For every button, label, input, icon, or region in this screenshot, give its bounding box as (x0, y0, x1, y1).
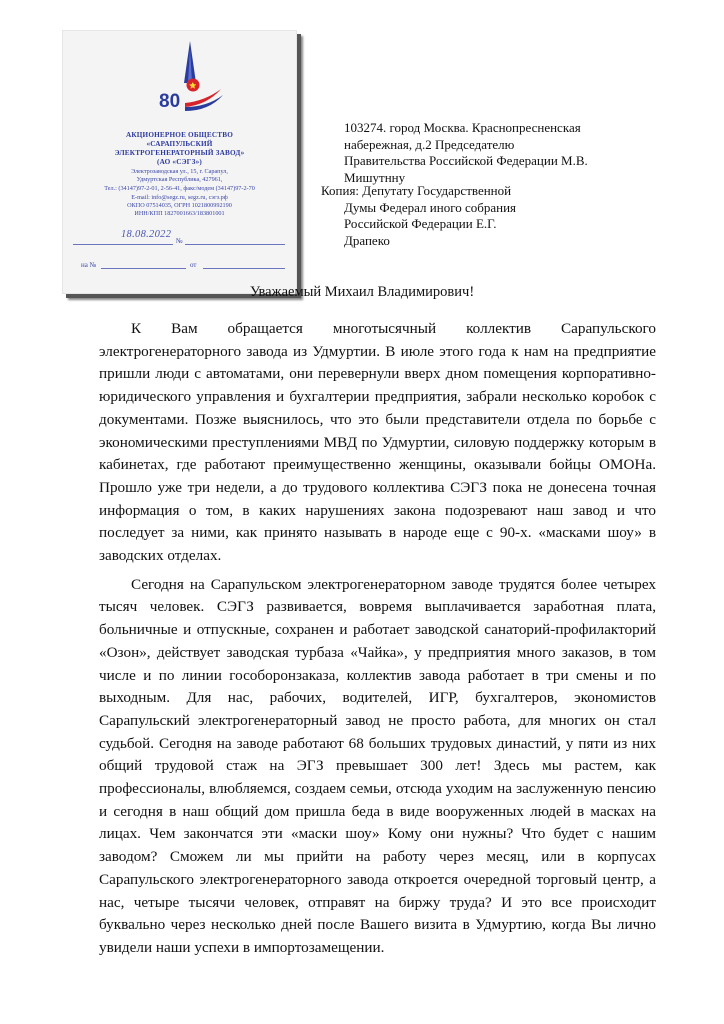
org-address-1: Электрозаводская ул., 15, г. Сарапул, (131, 168, 228, 175)
org-type: АКЦИОНЕРНОЕ ОБЩЕСТВО (125, 131, 234, 139)
copy-line-3: Российской Федерации Е.Г. (344, 216, 497, 231)
copy-line-1: Копия: Депутату Государственной (321, 183, 512, 198)
org-address-2: Удмуртская Республика, 427961, (136, 176, 223, 183)
org-codes-1: ОКПО 07514035, ОГРН 1021800992190 (127, 202, 232, 209)
number-line (185, 244, 285, 245)
org-phone: Тел.: (34147)97-2-01, 2-56-41, факс/модем (34147)97-2-70 (104, 185, 255, 192)
addressee-line-3: Правительства Российской Федерации М.В. (344, 153, 588, 168)
svg-text:⭐: ⭐ (189, 82, 197, 90)
anniversary-number: 80 (159, 91, 181, 112)
body-paragraph-1: К Вам обращается многотысячный коллектив Сарапульского электрогенераторного завода из Удмуртии. В июле этого года к нам на предприятие пришли люди с автоматами, они перевернули вверх дном помещения корпоративно-юридического управления и бухгалтерии предприятия, забрали несколько коробок с документами. Позже выяснилось, что это были представители отдела по борьбе с экономическими преступлениями МВД по Удмуртии, силовую поддержку которым в кабинетах, где работают преимущественно женщины, оказывали бойцы ОМОНа. Прошло уже три недели, а до трудового коллектива СЭГЗ пока не донесена точная информация о том, в каких нарушениях закона подозревают наш завод и что последует за ними, как принято называть в народе еще с 90-х. «масками шоу» в заводских отделах. (99, 320, 656, 565)
org-name-2: ЭЛЕКТРОГЕНЕРАТОРНЫЙ ЗАВОД» (114, 149, 245, 157)
letterhead-stamp (62, 30, 297, 294)
org-name-1: «САРАПУЛЬСКИЙ (146, 140, 213, 148)
addressee-line-2: набережная, д.2 Председателю (344, 137, 515, 152)
ref-from-line (203, 268, 285, 269)
org-email: E-mail: info@segz.ru, segz.ru, сэгз.рф (131, 194, 228, 201)
letter-body (99, 318, 656, 960)
org-short-name: (АО «СЭГЗ») (156, 158, 202, 166)
number-symbol: № (176, 237, 183, 245)
copy-line-4: Драпеко (344, 233, 390, 248)
org-codes-2: ИНН/КПП 1827001663/183801001 (134, 210, 225, 217)
ref-number-label: на № (81, 261, 97, 269)
body-paragraph-2: Сегодня на Сарапульском электрогенераторном заводе трудятся более четырех тысяч человек. СЭГЗ развивается, вовремя выплачивается заработная плата, больничные и отпускные, сохранен и работает заводской санаторий-профилакторий «Озон», действует заводская турбаза «Чайка», у предприятия много заказов, в том числе и по линии гособоронзаказа, коллектив завода работает в три смены и по выходным. Для нас, рабочих, водителей, ИГР, бухгалтеров, экономистов Сарапульский электрогенераторный завод не просто работа, для многих он стал судьбой. Сегодня на заводе работают 68 больших трудовых династий, у пяти из них общий трудовой стаж на ЭГЗ превышает 300 лет! Здесь мы растем, как профессионалы, влюбляемся, создаем семьи, отсюда уходим на заслуженную пенсию и сегодня в наш общий дом пришла беда в виде вооруженных людей в масках на лицах. Чем закончатся эти «маски шоу» Кому они нужны? Что будет с нашим заводом? Сможем ли мы прийти на работу через месяц, или в корпусах Сарапульского электрогенераторного завода откроется очередной торговый центр, а нас, четыре тысячи человек, отправят на биржу труда? И это все происходит буквально через несколько дней после Вашего визита в Удмуртию, когда Вы лично увидели наши успехи в импортозамещении. (99, 575, 656, 956)
ref-number-line (101, 268, 186, 269)
date-line (73, 244, 173, 245)
salutation: Уважаемый Михаил Владимирович! (249, 284, 475, 300)
addressee-line-4: Мишутнну (344, 170, 406, 185)
ref-from-label: от (190, 261, 197, 269)
addressee-line-1: 103274. город Москва. Краснопресненская (344, 120, 581, 135)
copy-line-2: Думы Федерал иного собрания (344, 200, 517, 215)
company-logo-icon (155, 39, 225, 125)
letter-date: 18.08.2022 (121, 229, 172, 240)
